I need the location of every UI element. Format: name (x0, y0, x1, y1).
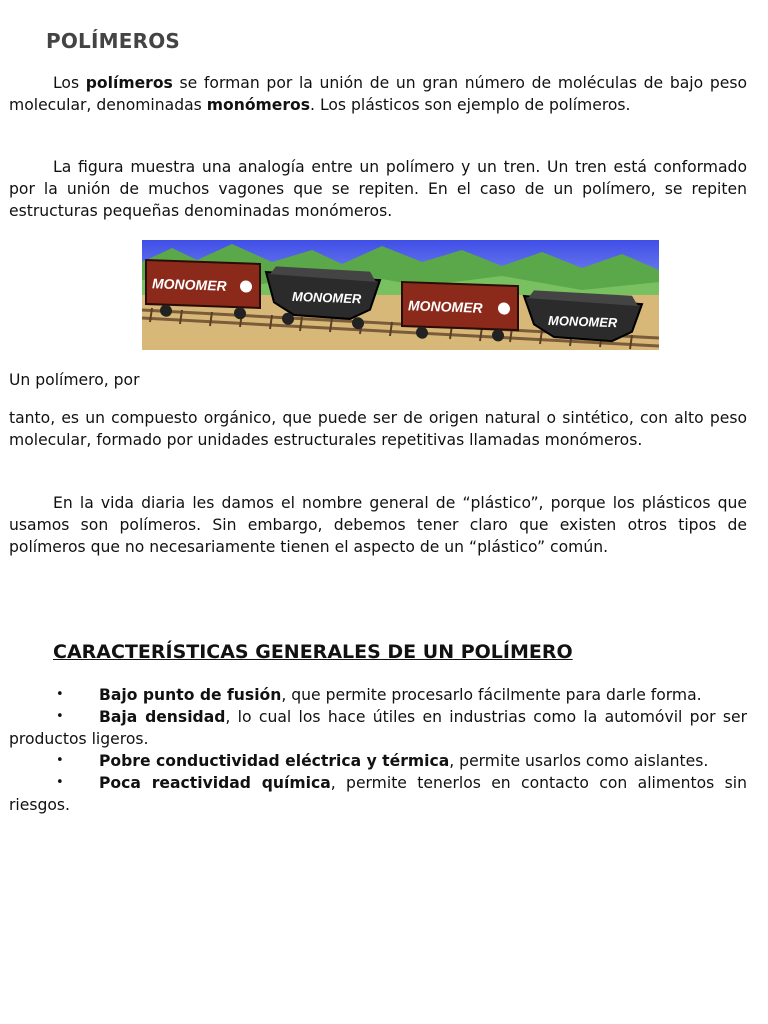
bullet-bold: Bajo punto de fusión (99, 686, 282, 704)
page-title: POLÍMEROS (46, 29, 181, 53)
train-analogy-figure (142, 240, 659, 350)
list-item (9, 772, 747, 816)
bullet-icon: • (56, 775, 64, 790)
plastic-paragraph: En la vida diaria les damos el nombre general de “plástico”, porque los plásticos que usamos son polímeros. Sin embargo, debemos tener claro que existen otros tipos de polímeros que no necesariamente tienen el aspecto de un “plástico” común. (9, 494, 747, 556)
bullet-icon: • (56, 709, 64, 724)
list-item (9, 750, 747, 772)
intro-paragraph (9, 72, 747, 116)
car-label: MONOMER (292, 288, 362, 307)
analogy-paragraph: La figura muestra una analogía entre un polímero y un tren. Un tren está conformado por la unión de muchos vagones que se repiten. En el caso de un polímero, se repiten estructuras pequeñas denominadas monómeros. (9, 158, 747, 220)
bullet-text: , que permite procesarlo fácilmente para darle forma. (281, 686, 702, 704)
intro-text-c: se forman por la unión de un gran número de moléculas de bajo peso molecular, denominadas (9, 74, 747, 114)
list-item (9, 706, 747, 750)
section-heading: CARACTERÍSTICAS GENERALES DE UN POLÍMERO (53, 641, 573, 663)
intro-bold-polimeros: polímeros (85, 74, 173, 92)
intro-bold-monomeros: monómeros (206, 96, 311, 114)
bullet-icon: • (56, 687, 64, 702)
bullet-icon: • (56, 753, 64, 768)
car-label: MONOMER (548, 312, 618, 331)
list-item (9, 684, 747, 706)
bullet-bold: Baja densidad (99, 708, 226, 726)
bullet-text: , lo cual los hace útiles en industrias como la automóvil por ser productos ligeros. (9, 708, 747, 748)
characteristics-list (9, 684, 747, 816)
intro-text-d: . Los plásticos son ejemplo de polímeros. (310, 96, 631, 114)
bullet-bold: Poca reactividad química (99, 774, 331, 792)
definition-paragraph-start: Un polímero, por (9, 371, 140, 389)
car-label: MONOMER (152, 275, 227, 294)
bullet-bold: Pobre conductividad eléctrica y térmica (99, 752, 450, 770)
car-label: MONOMER (408, 297, 483, 316)
definition-paragraph: tanto, es un compuesto orgánico, que puede ser de origen natural o sintético, con alto peso molecular, formado por unidades estructurales repetitivas llamadas monómeros. (9, 409, 747, 449)
bullet-text: , permite usarlos como aislantes. (449, 752, 709, 770)
intro-text-a: Los (53, 74, 86, 92)
bullet-text: , permite tenerlos en contacto con alimentos sin riesgos. (9, 774, 748, 814)
